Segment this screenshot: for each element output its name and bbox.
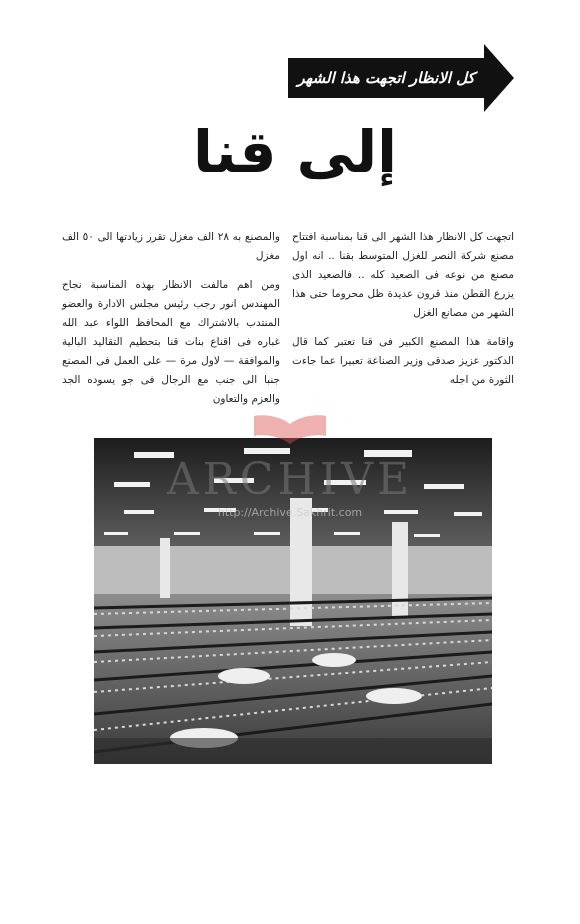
paragraph: واقامة هذا المصنع الكبير فى قنا تعتبر كما قال الدكتور عزيز صدقى وزير الصناعة تعبيرا عما جاءت الثورة من اجله bbox=[292, 336, 514, 386]
article-column-left bbox=[62, 228, 280, 419]
paragraph: اتجهت كل الانظار هذا الشهر الى قنا بمناسبة افتتاح مصنع شركة النصر للغزل المتوسط بقنا .. انه اول مصنع من نوعه فى الصعيد كله .. فالصعيد الذى يزرع القطن منذ قرون عديدة ظل محروما حتى هذا الشهر من مصانع الغزل bbox=[292, 231, 514, 319]
watermark-title: ARCHIVE bbox=[166, 454, 414, 505]
article-column-right bbox=[292, 228, 514, 400]
factory-photo bbox=[94, 438, 492, 764]
paragraph: ومن اهم مالفت الانظار بهذه المناسبة نجاح المهندس انور رجب رئيس مجلس الادارة والعضو المنتدب بالاشتراك مع المحافظ اللواء عبد الله غباره فى اقناع بنات قنا بتحطيم التقاليد البالية والموافقة — لاول مرة — على العمل فى المصنع جنبا الى جنب مع الرجال فى جو يسوده الجد والعزم والتعاون bbox=[62, 279, 280, 405]
arrow-icon bbox=[484, 44, 514, 112]
kicker-text: كل الانظار اتجهت هذا الشهر bbox=[297, 69, 475, 87]
kicker-banner bbox=[288, 58, 484, 98]
factory-photo-illustration bbox=[94, 438, 492, 764]
headline: إلى قنا bbox=[193, 118, 397, 186]
watermark-url: http://Archive.Sakhrit.com bbox=[217, 506, 363, 519]
paragraph: والمصنع به ٢٨ الف مغزل تقرر زيادتها الى ٥٠ الف مغزل bbox=[62, 231, 280, 262]
